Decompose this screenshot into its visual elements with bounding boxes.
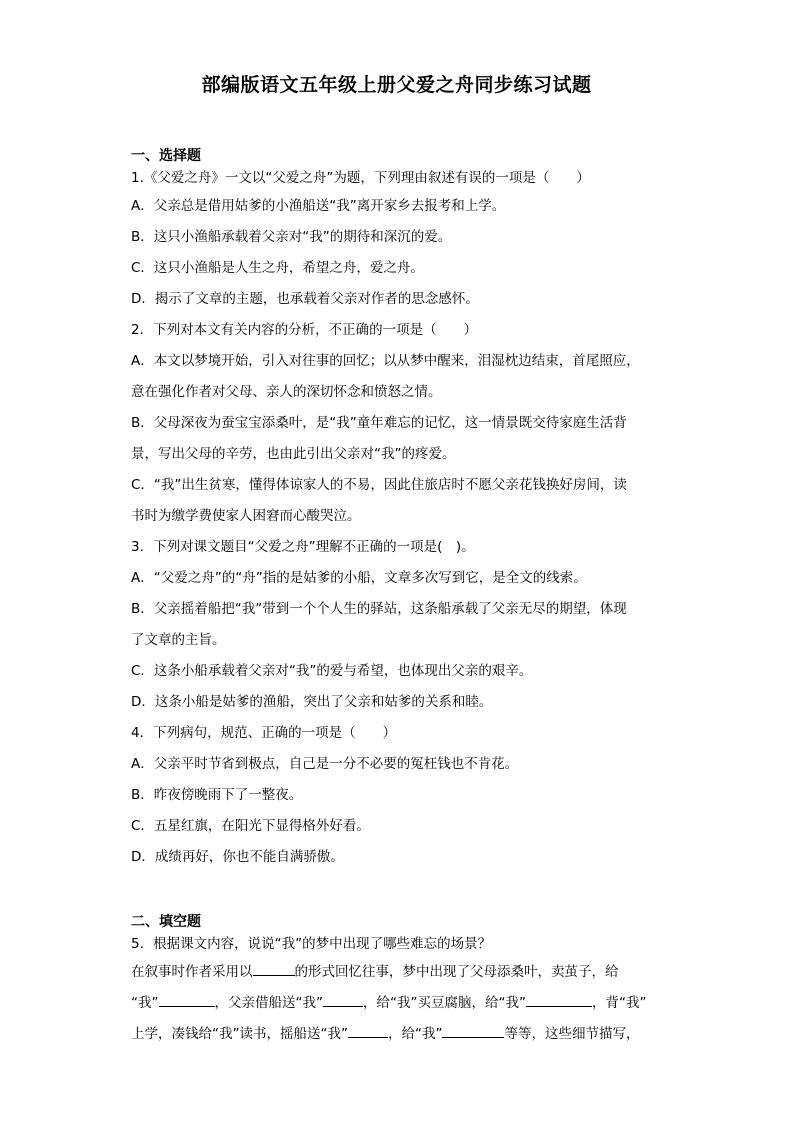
fill-text: “我” xyxy=(131,995,159,1011)
answer-blank[interactable] xyxy=(323,992,363,1007)
answer-blank[interactable] xyxy=(253,961,295,976)
text-line: B．这只小渔船承载着父亲对“我”的期待和深沉的爱。 xyxy=(131,229,452,245)
answer-blank[interactable] xyxy=(159,992,215,1007)
text-line: B．父亲摇着船把“我”带到一个个人生的驿站，这条船承载了父亲无尽的期望，体现 xyxy=(131,601,627,617)
text-line: 书时为缴学费使家人困窘而心酸哭泣。 xyxy=(131,508,361,524)
text-line: B．昨夜傍晚雨下了一整夜。 xyxy=(131,787,303,803)
fill-text: ，给“我” xyxy=(387,1026,443,1042)
text-line: A．“父爱之舟”的“舟”指的是姑爹的小船，文章多次写到它，是全文的线索。 xyxy=(131,570,587,586)
text-line: C．五星红旗，在阳光下显得格外好看。 xyxy=(131,818,370,834)
text-line: C．这条小船承载着父亲对“我”的爱与希望，也体现出父亲的艰辛。 xyxy=(131,663,533,679)
text-line: A．父亲平时节省到极点，自己是一分不必要的冤枉钱也不肯花。 xyxy=(131,756,519,772)
fill-text: ，给“我”买豆腐脑，给“我” xyxy=(363,995,526,1011)
text-line: 2．下列对本文有关内容的分析，不正确的一项是（ ） xyxy=(131,322,478,338)
answer-blank[interactable] xyxy=(348,1023,388,1038)
answer-blank[interactable] xyxy=(442,1023,504,1038)
fill-text: 在叙事时作者采用以 xyxy=(131,964,253,980)
text-line: D．揭示了文章的主题，也承载着父亲对作者的思念感怀。 xyxy=(131,291,479,307)
fill-text: ，父亲借船送“我” xyxy=(214,995,323,1011)
fill-line-1 xyxy=(131,957,666,988)
choice-questions xyxy=(131,166,666,873)
page-title: 部编版语文五年级上册父爱之舟同步练习试题 xyxy=(201,74,592,96)
text-line: D．这条小船是姑爹的渔船，突出了父亲和姑爹的关系和睦。 xyxy=(131,694,493,710)
section-heading-fill: 二、填空题 xyxy=(131,914,201,930)
text-line: 意在强化作者对父母、亲人的深切怀念和愤怒之情。 xyxy=(131,384,442,400)
text-line: A．父亲总是借用姑爹的小渔船送“我”离开家乡去报考和上学。 xyxy=(131,198,506,214)
text-line: 景，写出父母的辛劳，也由此引出父亲对“我”的疼爱。 xyxy=(131,446,456,462)
text-line: D．成绩再好，你也不能自满骄傲。 xyxy=(131,849,344,865)
fill-text: 等等，这些细节描写， xyxy=(504,1026,640,1042)
section-heading-choice: 一、选择题 xyxy=(131,148,201,164)
text-line: 4．下列病句，规范、正确的一项是（ ） xyxy=(131,725,397,741)
text-line: C．这只小渔船是人生之舟，希望之舟，爱之舟。 xyxy=(131,260,424,276)
fill-line-3 xyxy=(131,1019,666,1050)
answer-blank[interactable] xyxy=(526,992,592,1007)
text-line: B．父母深夜为蚕宝宝添桑叶，是“我”童年难忘的记忆，这一情景既交待家庭生活背 xyxy=(131,415,627,431)
document-body xyxy=(131,146,666,1050)
text-line: C．“我”出生贫寒，懂得体谅家人的不易，因此住旅店时不愿父亲花钱换好房间，读 xyxy=(131,477,627,493)
question-5: 5．根据课文内容，说说“我”的梦中出现了哪些难忘的场景？ xyxy=(131,936,492,952)
fill-text: ，背“我” xyxy=(591,995,647,1011)
text-line: A．本文以梦境开始，引入对往事的回忆；以从梦中醒来，泪湿枕边结束，首尾照应， xyxy=(131,353,640,369)
text-line: 1.《父爱之舟》一文以“父爱之舟”为题，下列理由叙述有误的一项是（ ） xyxy=(131,170,590,186)
text-line: 了文章的主旨。 xyxy=(131,632,226,648)
fill-text: 上学，凑钱给“我”读书，摇船送“我” xyxy=(131,1026,348,1042)
fill-line-2 xyxy=(131,988,666,1019)
fill-text: 的形式回忆往事，梦中出现了父母添桑叶，卖茧子，给 xyxy=(294,964,619,980)
text-line: 3．下列对课文题目“父爱之舟”理解不正确的一项是( )。 xyxy=(131,539,475,555)
